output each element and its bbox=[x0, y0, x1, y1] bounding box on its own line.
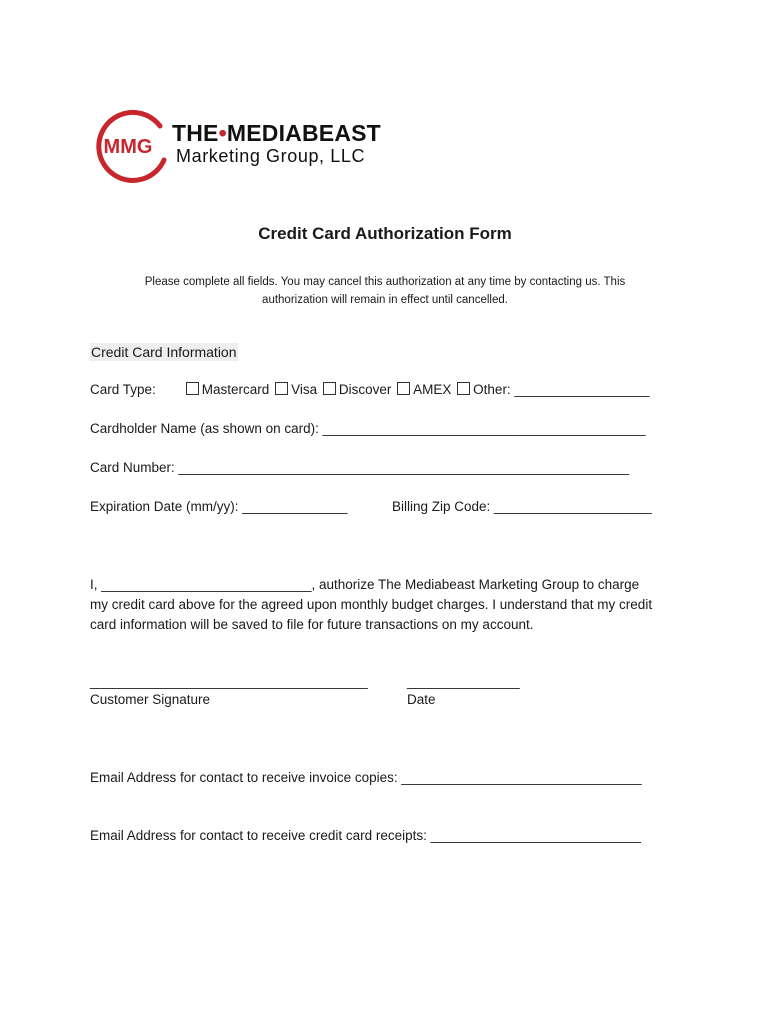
logo-monogram: MMG bbox=[103, 136, 153, 158]
auth-line-1[interactable]: I, ____________________________, authorize The Mediabeast Marketing Group to charge bbox=[90, 577, 640, 592]
form-intro bbox=[0, 273, 770, 309]
option-amex[interactable]: AMEX bbox=[395, 382, 451, 397]
option-visa[interactable]: Visa bbox=[273, 382, 317, 397]
checkbox-icon[interactable] bbox=[323, 382, 336, 395]
option-mastercard[interactable]: Mastercard bbox=[186, 382, 270, 397]
section-title-credit-card: Credit Card Information bbox=[91, 344, 237, 360]
date-line[interactable]: _______________ bbox=[407, 674, 520, 689]
card-type-row bbox=[90, 382, 650, 397]
company-logo bbox=[94, 108, 394, 184]
expiration-date-field[interactable]: Expiration Date (mm/yy): ______________ bbox=[90, 499, 348, 514]
intro-line-1: Please complete all fields. You may cancel this authorization at any time by contacting us. This bbox=[144, 276, 626, 288]
email-invoice-field[interactable]: Email Address for contact to receive invoice copies: ________________________________ bbox=[90, 770, 642, 785]
email-receipts-field[interactable]: Email Address for contact to receive credit card receipts: ____________________________ bbox=[90, 828, 641, 843]
checkbox-icon[interactable] bbox=[275, 382, 288, 395]
date-label: Date bbox=[407, 692, 436, 707]
card-type-label: Card Type: bbox=[90, 382, 156, 397]
option-other[interactable]: Other: __________________ bbox=[455, 382, 649, 397]
checkbox-icon[interactable] bbox=[186, 382, 199, 395]
signature-line[interactable]: _____________________________________ bbox=[90, 674, 368, 689]
card-number-field[interactable]: Card Number: ____________________________________________________________ bbox=[90, 460, 630, 475]
intro-line-2: authorization will remain in effect until cancelled. bbox=[262, 294, 508, 306]
logo-subtitle: Marketing Group, LLC bbox=[176, 146, 366, 166]
auth-line-3: card information will be saved to file for future transactions on my account. bbox=[90, 617, 534, 632]
logo-dot: • bbox=[218, 120, 227, 146]
signature-label: Customer Signature bbox=[90, 692, 211, 707]
option-discover[interactable]: Discover bbox=[321, 382, 392, 397]
checkbox-icon[interactable] bbox=[397, 382, 410, 395]
form-title: Credit Card Authorization Form bbox=[258, 224, 512, 243]
cardholder-name-field[interactable]: Cardholder Name (as shown on card): ___________________________________________ bbox=[90, 421, 646, 436]
authorization-paragraph bbox=[90, 575, 680, 635]
logo-title bbox=[172, 120, 381, 147]
logo-ring-icon bbox=[94, 108, 174, 184]
auth-line-2: my credit card above for the agreed upon monthly budget charges. I understand that my credit bbox=[90, 597, 653, 612]
billing-zip-field[interactable]: Billing Zip Code: _____________________ bbox=[392, 499, 652, 514]
logo-the: THE bbox=[172, 120, 219, 146]
checkbox-icon[interactable] bbox=[457, 382, 470, 395]
logo-brand: MEDIABEAST bbox=[226, 120, 381, 146]
